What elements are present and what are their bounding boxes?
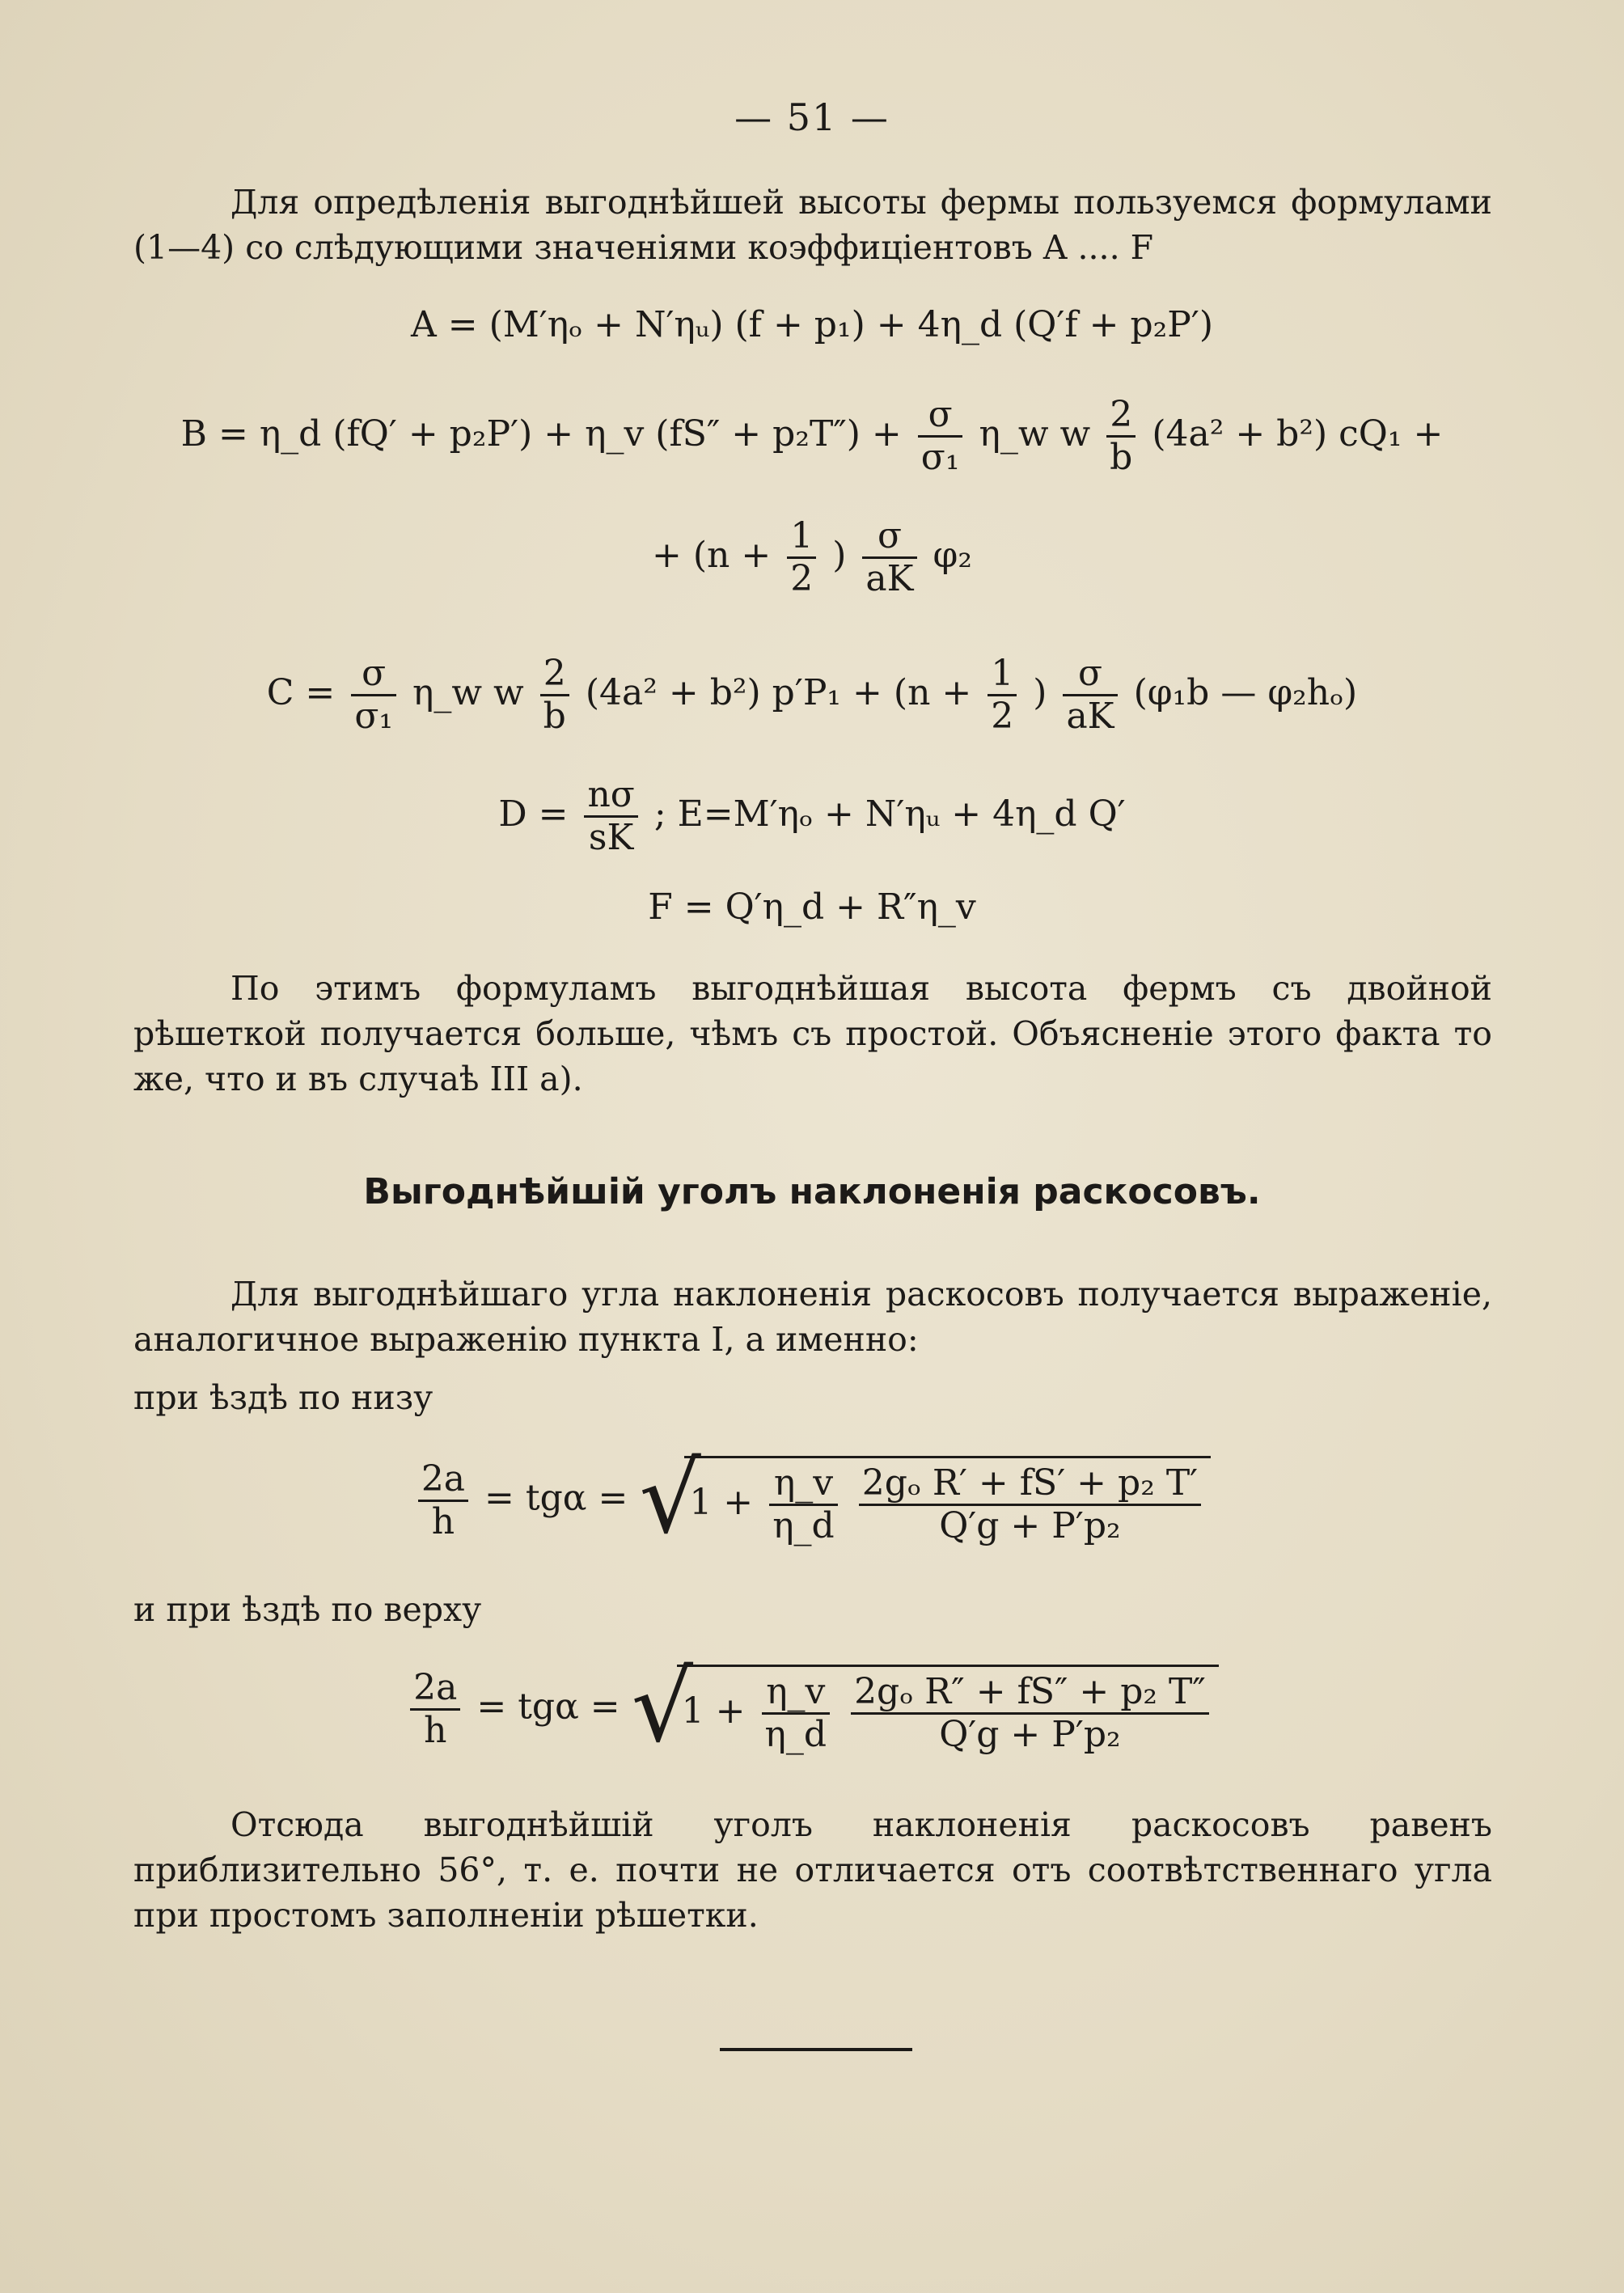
paragraph-result-text: По этимъ формуламъ выгоднѣйшая высота фермъ съ двойной рѣшеткой получается больше, чѣмъ съ простой. Объясненіе этого факта то же, что и въ случаѣ III a). (133, 969, 1492, 1098)
formula-C-fraction-sigma-aK: $\frac{\sigma}{aK}$ (1063, 655, 1117, 735)
formula-C (0, 653, 1624, 738)
formula-D-tail: ; E=M′ηₒ + N′ηᵤ + 4η_d Q′ (653, 793, 1126, 836)
formula-B2-lead: + (n + (652, 535, 772, 577)
formula-B-fraction-sigma: $\frac{\sigma}{\text{σ₁}}$ (918, 396, 963, 476)
equation-top-travel (0, 1652, 1624, 1764)
formula-D-E (0, 776, 1624, 857)
eq1-square-root (639, 1443, 1211, 1555)
formula-B-mid: η_w w (979, 413, 1091, 455)
formula-B-lead: B = η_d (fQ′ + p₂P′) + η_v (fS″ + p₂T″) + (180, 413, 902, 455)
page-number: — 51 — (734, 95, 890, 139)
formula-C-mid2: (4a² + b²) p′P₁ + (n + (585, 672, 972, 714)
closing-rule (720, 2048, 912, 2051)
formula-B-tail: (4a² + b²) cQ₁ + (1152, 413, 1444, 455)
formula-B2-fraction-sigma-aK: $\frac{\sigma}{aK}$ (862, 518, 916, 598)
paragraph-conclusion-text: Отсюда выгоднѣйшій уголъ наклоненія раскосовъ равенъ приблизительно 56°, т. е. почти не отличается отъ соотвѣтственнаго угла при простомъ заполненіи рѣшетки. (133, 1805, 1492, 1935)
formula-A: A = (M′ηₒ + N′ηᵤ) (f + p₁) + 4η_d (Q′f + p₂P′) (410, 304, 1214, 345)
eq2-mid: = tgα = (476, 1686, 620, 1728)
label-top-travel: и при ѣздѣ по верху (133, 1590, 482, 1629)
section-heading: Выгоднѣйшій уголъ наклоненія раскосовъ. (363, 1171, 1261, 1212)
formula-C-tail: (φ₁b — φ₂hₒ) (1133, 672, 1358, 714)
formula-C-lead: C = (266, 672, 336, 714)
paragraph-angle (133, 1271, 1492, 1362)
formula-C-mid: η_w w (412, 672, 524, 714)
formula-B2-fraction-half: $\frac{1}{2}$ (787, 518, 816, 598)
eq1-lhs-fraction: $\frac{2a}{h}$ (418, 1461, 468, 1541)
formula-C-fraction-sigma: $\frac{\sigma}{\text{σ₁}}$ (351, 655, 396, 735)
eq1-fraction-eta: $\frac{\eta\_v}{\eta\_d}$ (769, 1465, 838, 1545)
formula-B-line2 (0, 515, 1624, 600)
paragraph-intro (133, 180, 1492, 270)
formula-C-fraction-2b: $\frac{2}{b}$ (540, 655, 569, 735)
radical-icon: √ (631, 1652, 694, 1764)
paragraph-result (133, 966, 1492, 1102)
formula-F: F = Q′η_d + R″η_v (648, 886, 976, 928)
formula-C-close: ) (1033, 672, 1047, 714)
equation-bottom-travel (0, 1443, 1624, 1555)
paragraph-intro-text: Для опредѣленія выгоднѣйшей высоты фермы пользуемся формулами (1—4) со слѣдующими значеніями коэффиціентовъ A .... F (133, 183, 1492, 267)
label-bottom-travel: при ѣздѣ по низу (133, 1378, 433, 1417)
formula-B-fraction-2b: $\frac{2}{b}$ (1106, 396, 1136, 476)
eq2-fraction-main: $\frac{\text{2gₒ R″ + fS″ + p₂ T″}}{\text{Q′g + P′p₂}}$ (851, 1673, 1209, 1754)
eq2-fraction-eta: $\frac{\eta\_v}{\eta\_d}$ (762, 1673, 831, 1754)
eq2-square-root (631, 1652, 1219, 1764)
eq2-lhs-fraction: $\frac{2a}{h}$ (410, 1669, 460, 1749)
eq1-radicand (684, 1456, 1211, 1545)
formula-D-lead: D = (498, 793, 569, 836)
formula-D-fraction: $\frac{n\sigma}{sK}$ (584, 776, 637, 857)
eq2-one: 1 + (681, 1690, 746, 1732)
paragraph-angle-text: Для выгоднѣйшаго угла наклоненія раскосовъ получается выраженіе, аналогичное выраженію пункта I, а именно: (133, 1275, 1492, 1359)
paragraph-conclusion (133, 1802, 1492, 1938)
eq1-fraction-main: $\frac{\text{2gₒ R′ + fS′ + p₂ T′}}{\text{Q′g + P′p₂}}$ (859, 1465, 1201, 1545)
eq1-mid: = tgα = (484, 1477, 628, 1519)
radical-icon: √ (639, 1443, 701, 1555)
formula-B2-close: ) (832, 535, 847, 577)
eq2-radicand (677, 1665, 1219, 1754)
formula-B-line1 (0, 394, 1624, 479)
formula-B2-tail: φ₂ (933, 535, 972, 577)
formula-C-fraction-half: $\frac{1}{2}$ (988, 655, 1017, 735)
eq1-one: 1 + (689, 1482, 754, 1524)
